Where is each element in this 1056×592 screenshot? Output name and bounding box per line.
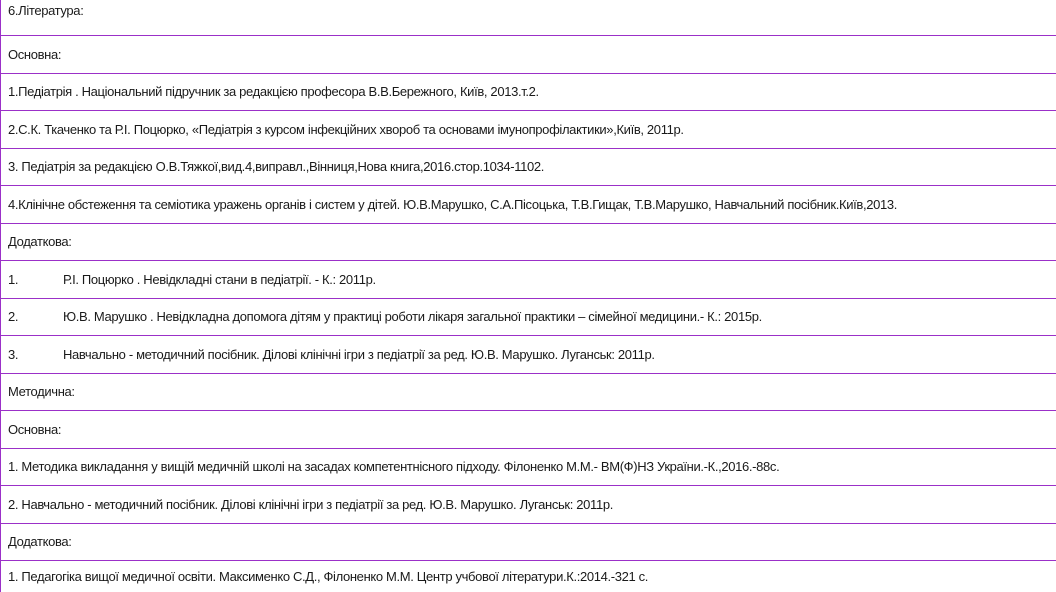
section-heading-literature: [1, 0, 1056, 36]
subheading-additional: [1, 224, 1056, 262]
row-text: Навчально - методичний посібник. Ділові клінічні ігри з педіатрії за ред. Ю.В. Марушко. Луганськ: 2011р.: [63, 346, 655, 362]
row-text: Основна:: [8, 46, 62, 62]
subheading-additional: [1, 524, 1056, 562]
row-text: 2.С.К. Ткаченко та Р.І. Поцюрко, «Педіатрія з курсом інфекційних хвороб та основами імунопрофілактики»,Київ, 2011р.: [8, 121, 684, 137]
row-text: Ю.В. Марушко . Невідкладна допомога дітям у практиці роботи лікаря загальної практики – сімейної медицини.- К.: 2015р.: [63, 309, 762, 325]
subheading-main: [1, 36, 1056, 74]
reference-item: [1, 74, 1056, 112]
row-text: Методична:: [8, 384, 75, 400]
row-text: Додаткова:: [8, 234, 72, 250]
item-number: 3.: [8, 346, 19, 362]
item-number: 1.: [8, 271, 19, 287]
row-text: Р.І. Поцюрко . Невідкладні стани в педіатрії. - К.: 2011р.: [63, 271, 376, 287]
reference-item: [1, 299, 1056, 337]
row-text: 1. Педагогіка вищої медичної освіти. Максименко С.Д., Філоненко М.М. Центр учбової літератури.К.:2014.-321 с.: [8, 569, 649, 584]
row-text: 2. Навчально - методичний посібник. Ділові клінічні ігри з педіатрії за ред. Ю.В. Марушко. Луганськ: 2011р.: [8, 496, 613, 512]
reference-item: [1, 336, 1056, 374]
reference-item: [1, 449, 1056, 487]
subheading-main: [1, 411, 1056, 449]
row-text: 6.Література:: [8, 3, 84, 18]
row-text: 1.Педіатрія . Національний підручник за редакцією професора В.В.Бережного, Київ, 2013.т.2.: [8, 84, 539, 100]
row-text: 1. Методика викладання у вищій медичній школі на засадах компетентнісного підходу. Філоненко М.М.- ВМ(Ф)НЗ України.-К.,2016.-88с.: [8, 459, 780, 475]
row-text: Основна:: [8, 421, 62, 437]
row-text: 4.Клінічне обстеження та семіотика уражень органів і систем у дітей. Ю.В.Марушко, С.А.Пісоцька, Т.В.Гищак, Т.В.Марушко, Навчальний посібник.Київ,2013.: [8, 196, 898, 212]
reference-item: [1, 261, 1056, 299]
subheading-methodical: [1, 374, 1056, 412]
reference-item: [1, 486, 1056, 524]
row-text: Додаткова:: [8, 534, 72, 550]
reference-item: [1, 149, 1056, 187]
reference-item: [1, 186, 1056, 224]
row-text: 3. Педіатрія за редакцією О.В.Тяжкої,вид.4,виправл.,Вінниця,Нова книга,2016.стор.1034-1102.: [8, 159, 545, 175]
item-number: 2.: [8, 309, 19, 325]
reference-item: [1, 561, 1056, 592]
reference-item: [1, 111, 1056, 149]
